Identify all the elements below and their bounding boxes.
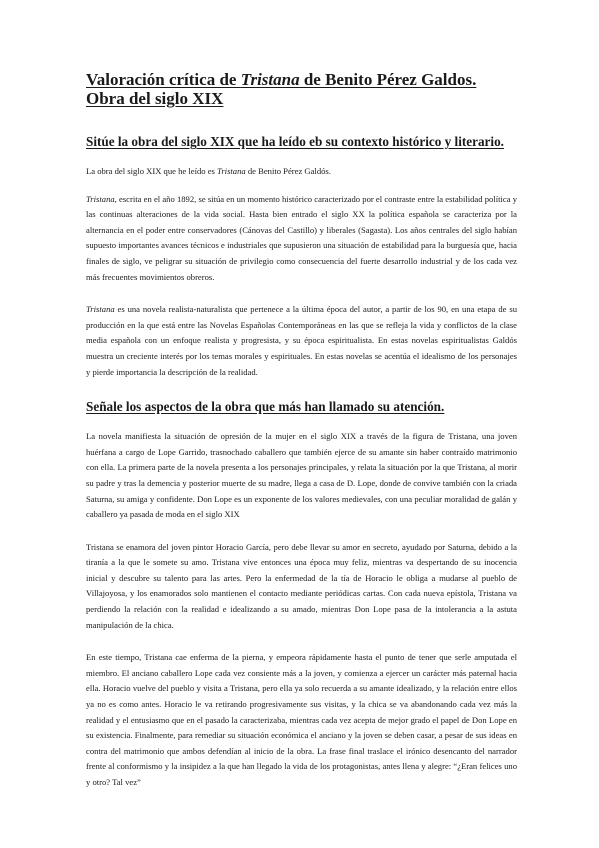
intro-italic: Tristana xyxy=(217,166,246,176)
spacer xyxy=(86,523,517,540)
section1-paragraph-novel xyxy=(86,302,517,380)
paragraph-text: , escrita en el año 1892, se sitúa en un momento histórico caracterizado por el contraste entre la estabilidad política y las continuas alteraciones de la vida social. Hasta bien entrado el siglo XX la política española se caracteriza por la alternancia en el poder entre conservadores (Cánovas del Castillo) y liberales (Sagasta). Los años centrales del siglo habían supuesto importantes avances técnicos e industriales que supusieron una situación de estabilidad para la burguesía que, hacia finales de siglo, ve peligrar su situación de privilegio como consecuencia del fuerte desarrollo industrial y de los cada vez más frecuentes movimientos obreros. xyxy=(86,193,517,282)
section2-paragraph-3: En este tiempo, Tristana cae enferma de la pierna, y empeora rápidamente hasta el punto de tener que serle amputada el miembro. El anciano caballero Lope cada vez consiente más a la joven, y comienza a ejercer un carácter más paternal hacia ella. Horacio vuelve del pueblo y visita a Tristana, pero ella ya solo recuerda a su amante idealizado, y la relación entre ellos ya no es como antes. Horacio le va retirando progresivamente sus visitas, y la chica se va abandonando cada vez más la realidad y el entusiasmo que en el pasado la caracterizaba, mientras cada vez acepta de mejor grado el papel de Don Lope en su existencia. Finalmente, para remediar su situación económica el anciano y la joven se deben casar, a pesar de sus ideas en contra del matrimonio que ambos defendían al inicio de la obra. La frase final traslace el irónico desencanto del narrador frente al conformismo y la insipidez a la que han llegado la vida de los protagonistas, antes llena y alegre: “¿Eran felices uno y otro? Tal vez” xyxy=(86,652,517,787)
spacer xyxy=(86,380,517,399)
section2-heading: Señale los aspectos de la obra que más han llamado su atención. xyxy=(86,399,445,415)
intro-prefix: La obra del siglo XIX que he leído es xyxy=(86,166,218,176)
section1-heading: Sitúe la obra del siglo XIX que ha leído eb su contexto histórico y literario. xyxy=(86,134,504,149)
intro-suffix: de Benito Pérez Galdós. xyxy=(245,166,331,176)
section2-paragraph-2: Tristana se enamora del joven pintor Horacio García, pero debe llevar su amor en secreto, ayudado por Saturna, debido a la tiranía a la que le somete su amo. Tristana vive entonces una época muy feliz, mientras va despertando de su inocencia inicial y descubre su talento para las artes. Pero la enfermedad de la tía de Horacio le obliga a mudarse al pueblo de Villajoyosa, y los enamorados solo mantienen el contacto mediante periódicas cartas. Con cada nueva epístola, Tristana va perdiendo la relación con la realidad e idealizando a su amado, mientras Don Lope pasa de la intolerancia a la astuta manipulación de la chica. xyxy=(86,541,517,630)
title-prefix: Valoración crítica de xyxy=(86,70,241,89)
paragraph-italic: Tristana xyxy=(86,193,115,204)
document-title xyxy=(86,70,517,108)
paragraph-text: es una novela realista-naturalista que pertenece a la última época del autor, a partir de los 90, en una etapa de su producción en la que está entre las Novelas Españolas Contemporáneas en las que se refleja la vida y conflictos de la clase media española con un enfoque realista y progresista, y su época espiritualista. En estas novelas espiritualistas Galdós muestra un creciente interés por los temas morales y espirituales. En estas novelas se acentúa el idealismo de los personajes y pierde importancia la descripción de la realidad. xyxy=(86,304,517,377)
section1-intro xyxy=(86,164,517,180)
spacer xyxy=(86,180,517,192)
spacer xyxy=(86,633,517,650)
spacer xyxy=(86,285,517,302)
title-italic: Tristana xyxy=(240,70,300,89)
section2-paragraph-1: La novela manifiesta la situación de opresión de la mujer en el siglo XIX a través de la figura de Tristana, una joven huérfana a cargo de Lope Garrido, trasnochado caballero que también ejerce de su amante sin haber contraído matrimonio con ella. La primera parte de la novela presenta a los personajes principales, y relata la situación por la que Tristana, al morir su padre y tras la demencia y posterior muerte de su madre, llega a casa de D. Lope, donde de convive también con la criada Saturna, su amiga y confidente. Don Lope es un exponente de los valores medievales, con una peculiar moralidad de galán y caballero ya pasada de moda en el siglo XIX xyxy=(86,431,517,520)
paragraph-italic: Tristana xyxy=(86,304,115,315)
title-suffix: de Benito Pérez Galdos. Obra del siglo XIX xyxy=(86,70,477,108)
section1-paragraph-context xyxy=(86,192,517,286)
